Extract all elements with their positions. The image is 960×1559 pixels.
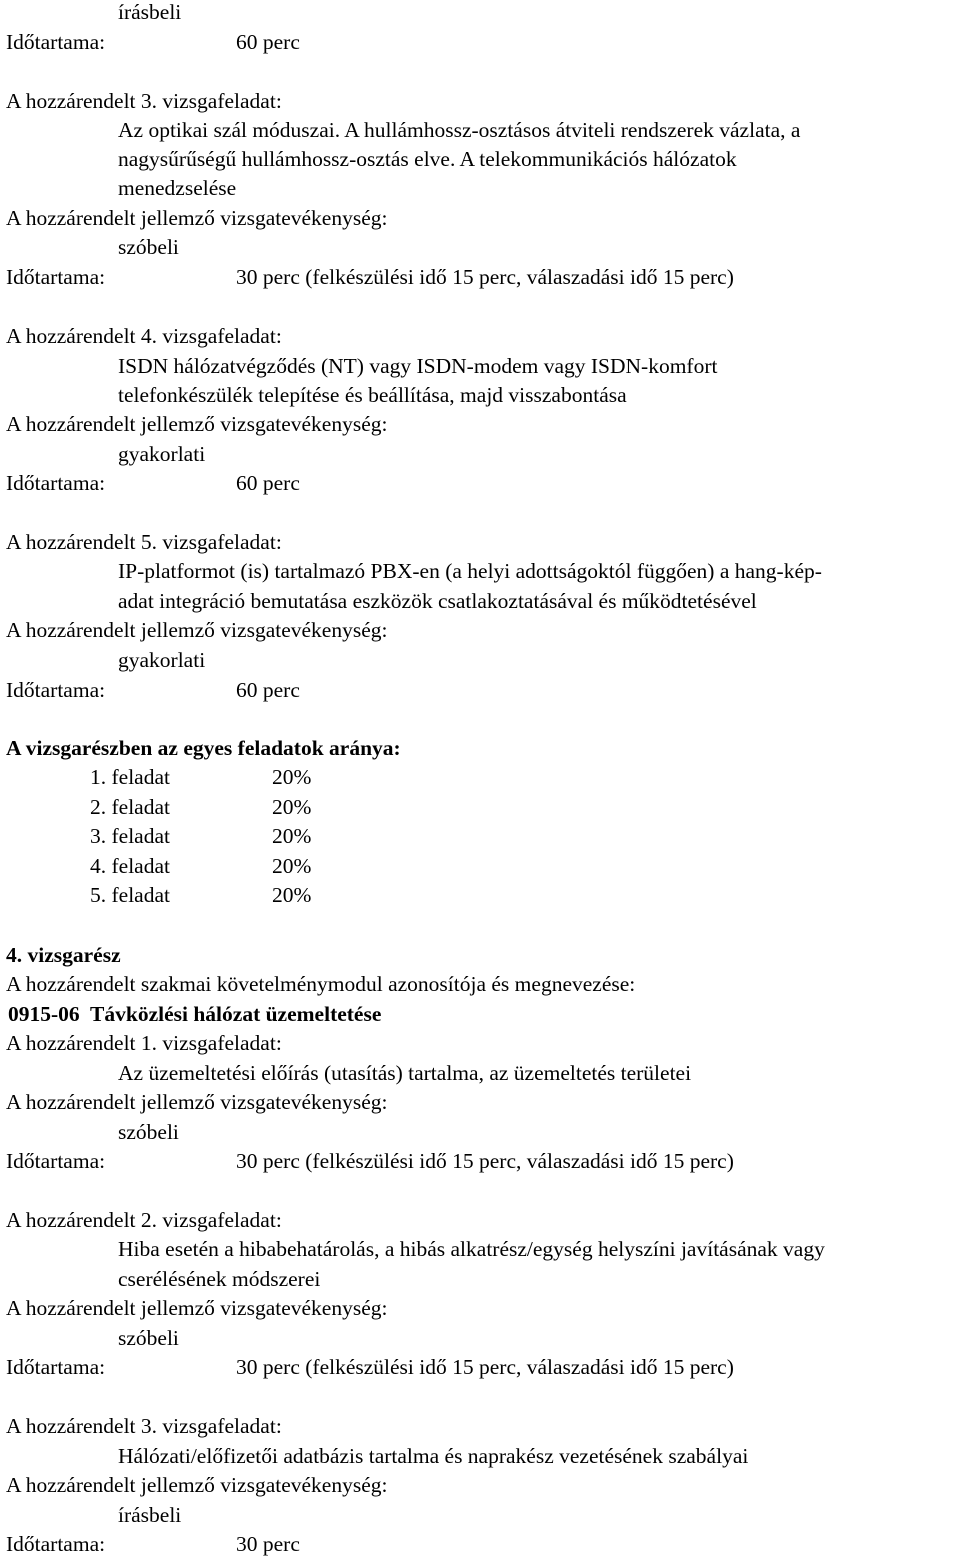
duration-label: Időtartama:: [6, 1532, 106, 1556]
activity-label: A hozzárendelt jellemző vizsgatevékenység:: [6, 412, 388, 436]
task-heading: A hozzárendelt 4. vizsgafeladat:: [6, 324, 282, 348]
ratio-task-label: 1. feladat: [90, 765, 170, 789]
task-description-line: telefonkészülék telepítése és beállítása, majd visszabontása: [118, 383, 627, 407]
activity-type-text: szóbeli: [118, 235, 179, 259]
duration-label: Időtartama:: [6, 1355, 106, 1379]
task-heading: A hozzárendelt 2. vizsgafeladat:: [6, 1208, 282, 1232]
duration-label: Időtartama:: [6, 30, 106, 54]
duration-value: 30 perc: [236, 1532, 300, 1556]
task-description-line: Az optikai szál móduszai. A hullámhossz-osztásos átviteli rendszerek vázlata, a: [118, 118, 801, 142]
task-description-line: adat integráció bemutatása eszközök csatlakoztatásával és működtetésével: [118, 589, 757, 613]
task-description-line: IP-platformot (is) tartalmazó PBX-en (a helyi adottságoktól függően) a hang-kép-: [118, 559, 822, 583]
exam-part-heading: 4. vizsgarész: [6, 943, 121, 967]
activity-type-text: gyakorlati: [118, 442, 206, 466]
task-heading: A hozzárendelt 3. vizsgafeladat:: [6, 1414, 282, 1438]
ratio-task-value: 20%: [272, 824, 312, 848]
ratio-task-label: 5. feladat: [90, 883, 170, 907]
activity-type-text: írásbeli: [118, 0, 182, 24]
module-title: 0915-06 Távközlési hálózat üzemeltetése: [8, 1002, 382, 1026]
task-description-line: ISDN hálózatvégződés (NT) vagy ISDN-modem vagy ISDN-komfort: [118, 354, 718, 378]
duration-value: 30 perc (felkészülési idő 15 perc, válaszadási idő 15 perc): [236, 1355, 734, 1379]
duration-value: 60 perc: [236, 471, 300, 495]
duration-label: Időtartama:: [6, 1149, 106, 1173]
task-description-line: Hálózati/előfizetői adatbázis tartalma és naprakész vezetésének szabályai: [118, 1444, 749, 1468]
task-description-line: menedzselése: [118, 176, 237, 200]
activity-label: A hozzárendelt jellemző vizsgatevékenység:: [6, 1473, 388, 1497]
duration-value: 60 perc: [236, 678, 300, 702]
duration-label: Időtartama:: [6, 265, 106, 289]
ratio-task-value: 20%: [272, 795, 312, 819]
activity-label: A hozzárendelt jellemző vizsgatevékenység:: [6, 1090, 388, 1114]
duration-label: Időtartama:: [6, 471, 106, 495]
ratio-task-value: 20%: [272, 883, 312, 907]
duration-value: 30 perc (felkészülési idő 15 perc, válaszadási idő 15 perc): [236, 1149, 734, 1173]
ratio-heading: A vizsgarészben az egyes feladatok aránya:: [6, 736, 401, 760]
activity-type-text: szóbeli: [118, 1326, 179, 1350]
activity-type-text: írásbeli: [118, 1503, 182, 1527]
task-description-line: Az üzemeltetési előírás (utasítás) tartalma, az üzemeltetés területei: [118, 1061, 692, 1085]
task-description-line: nagysűrűségű hullámhossz-osztás elve. A telekommunikációs hálózatok: [118, 147, 737, 171]
task-heading: A hozzárendelt 3. vizsgafeladat:: [6, 89, 282, 113]
task-heading: A hozzárendelt 5. vizsgafeladat:: [6, 530, 282, 554]
activity-label: A hozzárendelt jellemző vizsgatevékenység:: [6, 206, 388, 230]
ratio-task-value: 20%: [272, 765, 312, 789]
activity-type-text: gyakorlati: [118, 648, 206, 672]
activity-label: A hozzárendelt jellemző vizsgatevékenység:: [6, 618, 388, 642]
duration-value: 60 perc: [236, 30, 300, 54]
duration-label: Időtartama:: [6, 678, 106, 702]
ratio-task-label: 4. feladat: [90, 854, 170, 878]
ratio-task-label: 3. feladat: [90, 824, 170, 848]
ratio-task-label: 2. feladat: [90, 795, 170, 819]
ratio-task-value: 20%: [272, 854, 312, 878]
duration-value: 30 perc (felkészülési idő 15 perc, válaszadási idő 15 perc): [236, 265, 734, 289]
activity-type-text: szóbeli: [118, 1120, 179, 1144]
module-label: A hozzárendelt szakmai követelménymodul azonosítója és megnevezése:: [6, 972, 636, 996]
activity-label: A hozzárendelt jellemző vizsgatevékenység:: [6, 1296, 388, 1320]
task-description-line: cserélésének módszerei: [118, 1267, 321, 1291]
task-description-line: Hiba esetén a hibabehatárolás, a hibás alkatrész/egység helyszíni javításának vagy: [118, 1237, 825, 1261]
task-heading: A hozzárendelt 1. vizsgafeladat:: [6, 1031, 282, 1055]
